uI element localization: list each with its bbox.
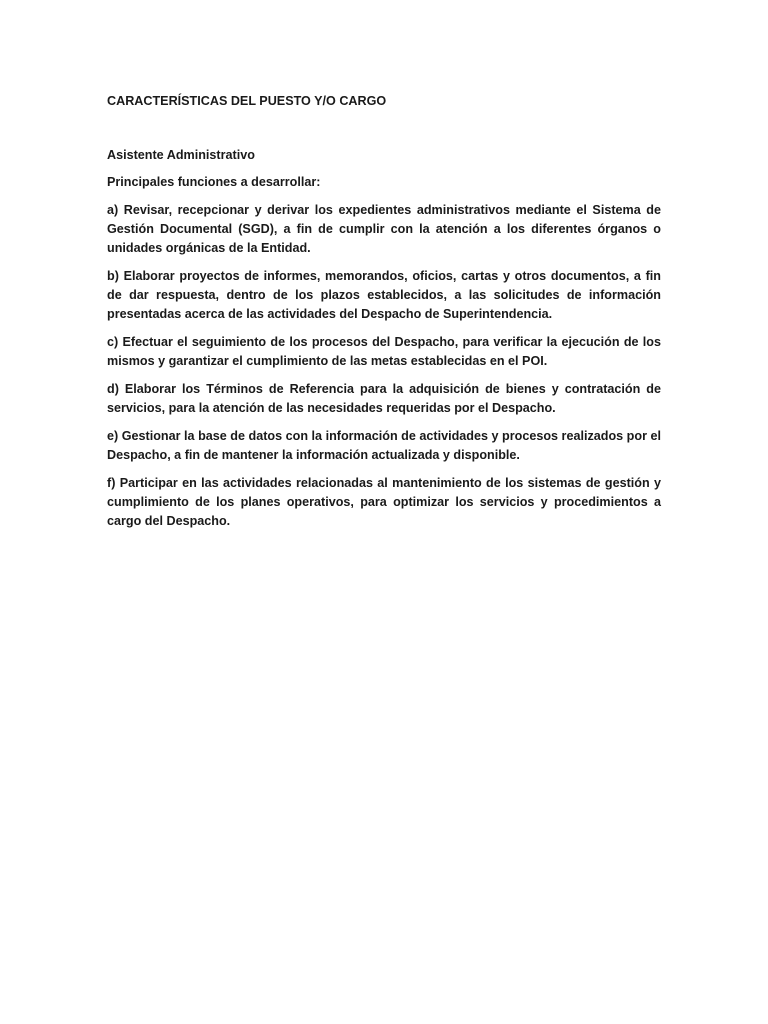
function-item: c) Efectuar el seguimiento de los procesos del Despacho, para verificar la ejecución de los mismos y garantizar el cumplimiento de las metas establecidas en el POI. (107, 335, 661, 368)
function-item: e) Gestionar la base de datos con la información de actividades y procesos realizados por el Despacho, a fin de mantener la información actualizada y disponible. (107, 429, 661, 462)
functions-heading: Principales funciones a desarrollar: (107, 175, 321, 189)
function-item: a) Revisar, recepcionar y derivar los expedientes administrativos mediante el Sistema de Gestión Documental (SGD), a fin de cumplir con la atención a los diferentes órganos o unidades orgánicas de la Entidad. (107, 203, 661, 255)
role-title: Asistente Administrativo (107, 148, 255, 162)
document-page (107, 92, 661, 531)
function-item: d) Elaborar los Términos de Referencia para la adquisición de bienes y contratación de servicios, para la atención de las necesidades requeridas por el Despacho. (107, 382, 661, 415)
document-heading: CARACTERÍSTICAS DEL PUESTO Y/O CARGO (107, 94, 387, 108)
function-item: b) Elaborar proyectos de informes, memorandos, oficios, cartas y otros documentos, a fin de dar respuesta, dentro de los plazos establecidos, a las solicitudes de información presentadas acerca de las actividades del Despacho de Superintendencia. (107, 269, 661, 321)
functions-list (107, 201, 661, 531)
function-item: f) Participar en las actividades relacionadas al mantenimiento de los sistemas de gestión y cumplimiento de los planes operativos, para optimizar los servicios y procedimientos a cargo del Despacho. (107, 476, 661, 528)
